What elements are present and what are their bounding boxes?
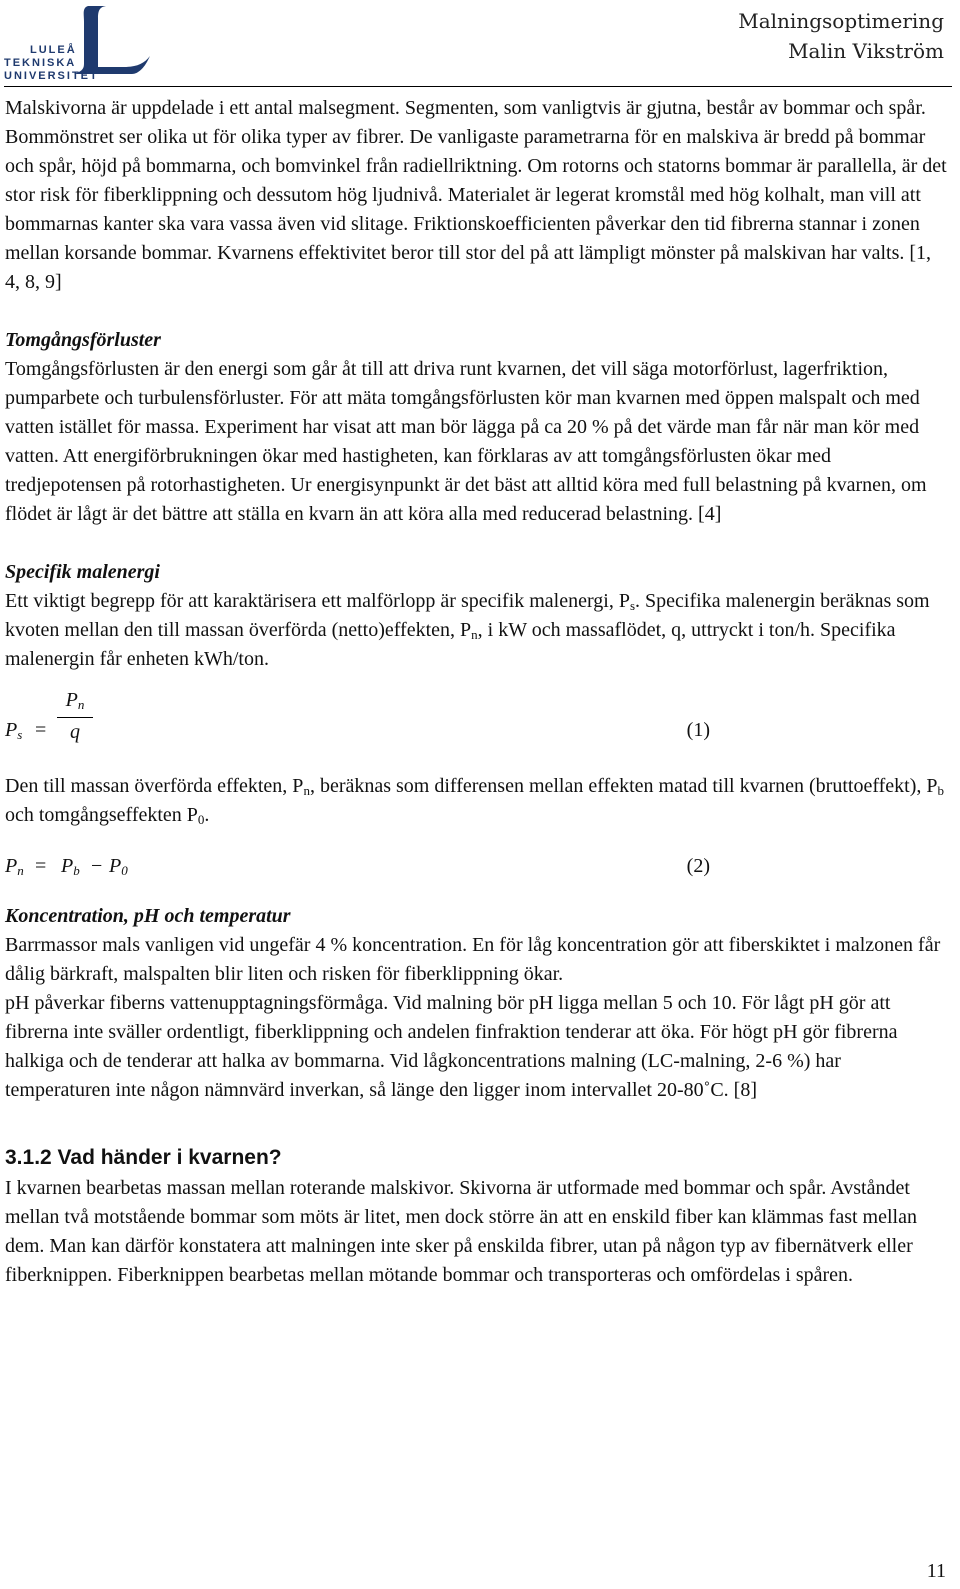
document-title: Malningsoptimering (738, 9, 944, 33)
heading-specifik-malenergi: Specifik malenergi (5, 561, 160, 583)
svg-text:UNIVERSITET: UNIVERSITET (4, 70, 99, 82)
equation-2-label: (2) (686, 855, 710, 877)
section-heading-3-1-2: 3.1.2 Vad händer i kvarnen? (5, 1146, 282, 1169)
equation-1: $P_s$ = $\frac{P_n}{q}$ (1) (5, 686, 950, 762)
header-right (738, 6, 944, 66)
equation-1-label: (1) (686, 719, 710, 741)
header-rule (4, 86, 952, 87)
equation-2: $P_n$ = $P_b$ − $P_0$ (2) (5, 844, 950, 888)
paragraph-kvarnen: I kvarnen bearbetas massan mellan roterande malskivor. Skivorna är utformade med bommar och spår. Avståndet mellan två motstående bommar som möts är litet, men dock större än att en enskild fiber kan klämmas fast mellan dem. Man kan därför konstatera att malningen inte sker på enskilda fibrer, utan på någon typ av fibernätverk eller fiberknippen. Fiberknippen bearbetas mellan mötande bommar och transporteras och omfördelas i spåren. (5, 1177, 917, 1286)
heading-tomgangsforluster: Tomgångsförluster (5, 329, 161, 351)
page-header (0, 0, 960, 90)
paragraph-malskivor: Malskivorna är uppdelade i ett antal malsegment. Segmenten, som vanligtvis är gjutna, består av bommar och spår. Bommönstret ser olika ut för olika typer av fibrer. De vanligaste parametrarna för en malskiva är bredd på bommar och spår, höjd på bommarna, och bomvinkel från radiellriktning. Om rotorns och statorns bommar är parallella, är det stor risk för fiberklippning och dessutom hög ljudnivå. Materialet är legerat kromstål med hög kolhalt, man vill att bommarnas kanter ska vara vassa även vid slitage. Friktionskoefficienten påverkar den tid fibrerna stannar i zonen mellan korsande bommar. Kvarnens effektivitet beror till stor del på att lämpligt mönster på malskivan har valts. [1, 4, 8, 9] (5, 97, 947, 293)
paragraph-tomgangsforluster: Tomgångsförlusten är den energi som går åt till att driva runt kvarnen, det vill säga motorförlust, lagerfriktion, pumparbete och turbulensförluster. För att mäta tomgångsförlusten kör man kvarnen med öppen malspalt och med vatten istället för massa. Experiment har visat att man bör lägga på ca 20 % på det värde man får när man kör med vatten. Att energiförbrukningen ökar med hastigheten, kan förklaras av att tomgångsförlusten ökar med tredjepotensen på rotorhastigheten. Ur energisynpunkt är det bäst att alltid köra med full belastning på kvarnen, om flödet är lågt är det bättre att ställa en kvarn än att köra alla med reducerad belastning. [4] (5, 358, 927, 525)
svg-text:LULEÅ: LULEÅ (30, 44, 77, 56)
author-name: Malin Vikström (788, 39, 944, 63)
svg-text:TEKNISKA: TEKNISKA (4, 57, 77, 69)
paragraph-effekt: Den till massan överförda effekten, $P_n$, beräknas som differensen mellan effekten matad till kvarnen (bruttoeffekt), $P_b$ och tomgångseffekten $P_0$. (5, 775, 945, 827)
paragraph-koncentration: Barrmassor mals vanligen vid ungefär 4 % koncentration. En för låg koncentration gör att fiberskiktet i malzonen får dålig bärkraft, malspalten blir liten och risken för fiberklippning ökar. (5, 934, 941, 985)
page-number: 11 (926, 1560, 946, 1582)
heading-koncentration: Koncentration, pH och temperatur (5, 905, 291, 927)
university-logo (4, 4, 154, 82)
paragraph-ph-temperatur: pH påverkar fiberns vattenupptagningsförmåga. Vid malning bör pH ligga mellan 5 och 10. För lågt pH gör att fibrerna inte sväller ordentligt, fiberklippning och andelen finfraktion tenderar att öka. För högt pH gör fibrerna halkiga och de tenderar att halka av bommarna. Vid lågkoncentrations malning (LC-malning, 2-6 %) har temperaturen inte någon nämnvärd inverkan, så länge den ligger inom intervallet 20-80˚C. [8] (5, 992, 898, 1101)
page-body (5, 94, 950, 1290)
paragraph-specifik-malenergi: Ett viktigt begrepp för att karaktärisera ett malförlopp är specifik malenergi, $P_s$. Specifika malenergin beräknas som kvoten mellan den till massan överförda (netto)effekten, $P_n$, i kW och massaflödet, q, uttryckt i ton/h. Specifika malenergin får enheten kWh/ton. (5, 590, 930, 670)
